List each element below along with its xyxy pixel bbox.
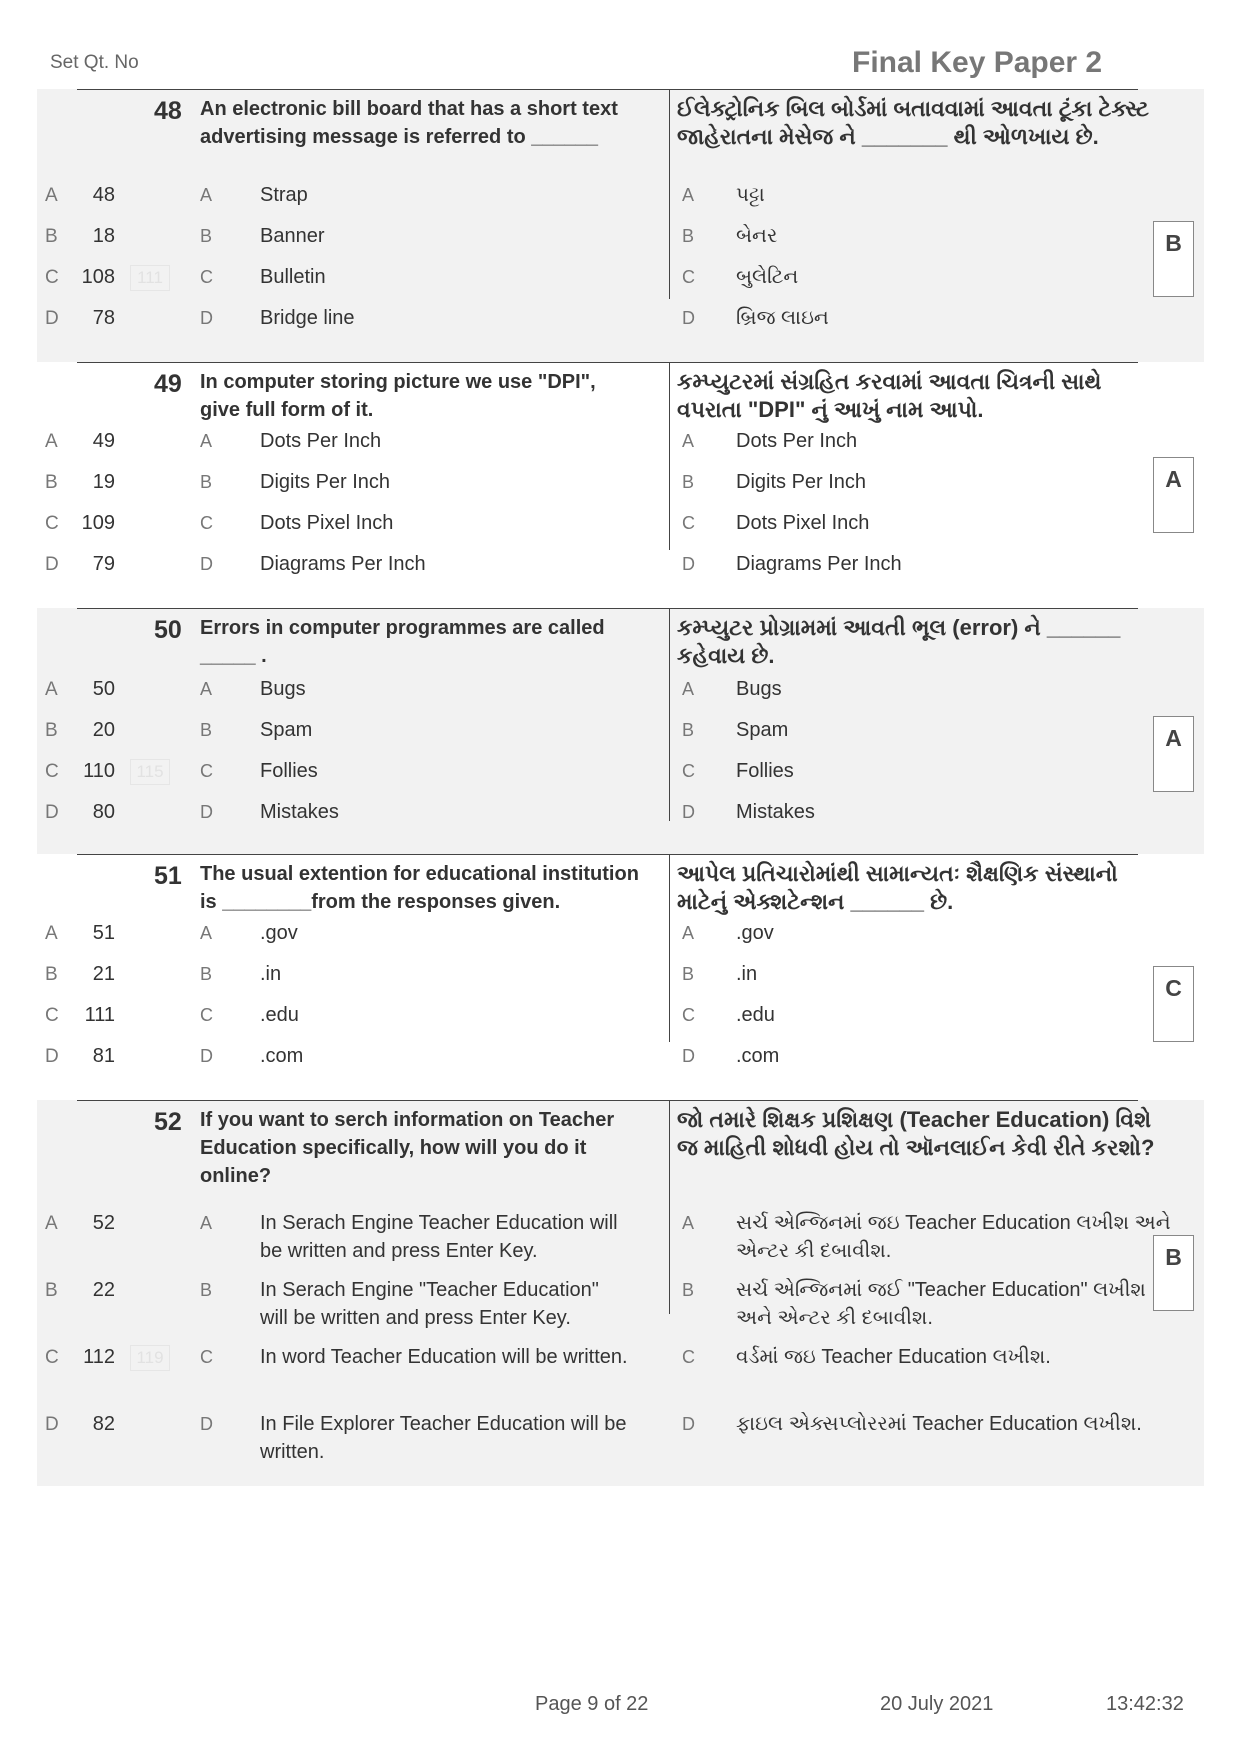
option-letter-en: B bbox=[200, 226, 213, 246]
option-text-gu: Dots Per Inch bbox=[736, 430, 858, 452]
set-letter: C bbox=[45, 1347, 59, 1368]
column-divider bbox=[669, 1100, 670, 1314]
option-letter-en: C bbox=[200, 1005, 213, 1025]
set-letter: A bbox=[45, 185, 58, 206]
option-letter-gu: A bbox=[682, 679, 695, 699]
option-text-en: Banner bbox=[260, 225, 325, 247]
faint-number-box: 119 bbox=[130, 1345, 170, 1371]
question-divider bbox=[77, 89, 1138, 90]
option-text-gu: .gov bbox=[736, 922, 774, 944]
option-text-gu: બ્રિજ લાઇન bbox=[736, 307, 829, 329]
option-text-en: .gov bbox=[260, 922, 298, 944]
option-text-gu: .com bbox=[736, 1045, 780, 1067]
option-letter-gu: C bbox=[682, 761, 695, 781]
set-question-number: 79 bbox=[92, 553, 115, 575]
option-letter-en: C bbox=[200, 1347, 213, 1367]
question-divider bbox=[77, 362, 1138, 363]
question-number: 48 bbox=[154, 97, 182, 125]
question-divider bbox=[77, 854, 1138, 855]
set-question-number: 109 bbox=[81, 512, 115, 534]
set-letter: A bbox=[45, 1213, 58, 1234]
option-text-gu: બેનર bbox=[736, 225, 778, 247]
set-question-number: 20 bbox=[92, 719, 115, 741]
set-letter: B bbox=[45, 720, 58, 741]
set-question-number: 82 bbox=[92, 1413, 115, 1435]
option-text-en: Bridge line bbox=[260, 307, 355, 329]
page-title: Final Key Paper 2 bbox=[852, 46, 1103, 79]
option-letter-en: D bbox=[200, 1046, 213, 1066]
option-letter-gu: C bbox=[682, 1347, 695, 1367]
option-letter-en: D bbox=[200, 802, 213, 822]
question-text-gu: કમ્પ્યુટર પ્રોગ્રામમાં આવતી ભૂલ (error) ને ______ કહેવાય છે. bbox=[677, 615, 1121, 668]
set-letter: B bbox=[45, 1280, 58, 1301]
page-number: Page 9 of 22 bbox=[535, 1693, 649, 1715]
option-text-en: In word Teacher Education will be written. bbox=[260, 1346, 628, 1368]
option-letter-gu: A bbox=[682, 431, 695, 451]
option-letter-gu: B bbox=[682, 472, 695, 492]
option-text-gu: વર્ડમાં જઇ Teacher Education લખીશ. bbox=[736, 1346, 1051, 1368]
set-letter: C bbox=[45, 761, 59, 782]
option-letter-gu: B bbox=[682, 964, 695, 984]
question-text-gu: કમ્પ્યુટરમાં સંગ્રહિત કરવામાં આવતા ચિત્રની સાથે વપરાતા "DPI" નું આખું નામ આપો. bbox=[677, 369, 1102, 422]
set-question-number: 48 bbox=[92, 184, 115, 206]
option-text-gu: સર્ચ એન્જિનમાં જઇ Teacher Education લખીશ અને એન્ટર કી દબાવીશ. bbox=[736, 1212, 1171, 1262]
column-divider bbox=[669, 362, 670, 550]
option-text-en: In File Explorer Teacher Education will be written. bbox=[260, 1413, 627, 1463]
question-block bbox=[37, 362, 1204, 608]
question-text-gu: ઈલેક્ટ્રોનિક બિલ બોર્ડમાં બતાવવામાં આવતા ટૂંકા ટેક્સ્ટ જાહેરાતના મેસેજ ને _______ થી ઓળખાય છે. bbox=[677, 96, 1149, 149]
option-text-en: .in bbox=[260, 963, 282, 985]
option-letter-gu: A bbox=[682, 923, 695, 943]
question-number: 50 bbox=[154, 616, 182, 644]
question-text-gu: આપેલ પ્રતિચારોમાંથી સામાન્યતઃ શૈક્ષણિક સંસ્થાનો માટેનું એક્શટેન્શન ______ છે. bbox=[677, 861, 1118, 914]
set-letter: B bbox=[45, 226, 58, 247]
option-letter-en: A bbox=[200, 431, 213, 451]
set-letter: C bbox=[45, 513, 59, 534]
question-text-en: If you want to serch information on Teacher Education specifically, how will you do it online? bbox=[200, 1109, 615, 1187]
set-letter: D bbox=[45, 1414, 59, 1435]
option-letter-gu: C bbox=[682, 267, 695, 287]
question-number: 52 bbox=[154, 1108, 182, 1136]
set-question-number: 80 bbox=[92, 801, 115, 823]
set-question-number: 112 bbox=[83, 1346, 115, 1368]
option-letter-gu: D bbox=[682, 1046, 695, 1066]
option-letter-en: A bbox=[200, 1213, 213, 1233]
option-text-en: .com bbox=[260, 1045, 304, 1067]
option-text-en: Spam bbox=[260, 719, 313, 741]
column-divider bbox=[669, 854, 670, 1042]
answer-key-box: B bbox=[1153, 221, 1194, 297]
set-letter: C bbox=[45, 267, 59, 288]
answer-key-box: C bbox=[1153, 966, 1194, 1042]
option-text-gu: સર્ચ એન્જિનમાં જઈ "Teacher Education" લખીશ અને એન્ટર કી દબાવીશ. bbox=[736, 1279, 1146, 1329]
option-letter-en: B bbox=[200, 1280, 213, 1300]
faint-number-box: 115 bbox=[130, 759, 170, 785]
option-letter-gu: A bbox=[682, 1213, 695, 1233]
option-text-en: Diagrams Per Inch bbox=[260, 553, 426, 575]
set-letter: D bbox=[45, 554, 59, 575]
option-text-gu: Mistakes bbox=[736, 801, 815, 823]
option-text-gu: Follies bbox=[736, 760, 794, 782]
set-letter: D bbox=[45, 802, 59, 823]
option-text-en: Dots Pixel Inch bbox=[260, 512, 394, 534]
question-block bbox=[37, 89, 1204, 362]
option-letter-gu: B bbox=[682, 226, 695, 246]
set-letter: D bbox=[45, 1046, 59, 1067]
option-letter-en: C bbox=[200, 513, 213, 533]
question-block bbox=[37, 854, 1204, 1100]
header-set-label: Set Qt. No bbox=[50, 52, 139, 73]
option-text-gu: Dots Pixel Inch bbox=[736, 512, 870, 534]
faint-number-box: 111 bbox=[130, 265, 170, 291]
option-text-en: In Serach Engine Teacher Education will be written and press Enter Key. bbox=[260, 1212, 618, 1262]
option-letter-en: B bbox=[200, 964, 213, 984]
set-question-number: 22 bbox=[92, 1279, 115, 1301]
question-number: 51 bbox=[154, 862, 182, 890]
option-letter-gu: A bbox=[682, 185, 695, 205]
set-question-number: 78 bbox=[92, 307, 115, 329]
option-letter-gu: D bbox=[682, 554, 695, 574]
option-letter-gu: B bbox=[682, 720, 695, 740]
option-letter-gu: D bbox=[682, 802, 695, 822]
option-letter-en: A bbox=[200, 923, 213, 943]
option-letter-en: D bbox=[200, 308, 213, 328]
question-divider bbox=[77, 608, 1138, 609]
set-question-number: 50 bbox=[92, 678, 115, 700]
footer-date: 20 July 2021 bbox=[880, 1693, 994, 1715]
footer-time: 13:42:32 bbox=[1106, 1693, 1184, 1715]
option-text-en: Mistakes bbox=[260, 801, 339, 823]
option-text-gu: .in bbox=[736, 963, 758, 985]
option-letter-en: C bbox=[200, 761, 213, 781]
option-letter-en: B bbox=[200, 472, 213, 492]
option-text-en: Dots Per Inch bbox=[260, 430, 382, 452]
set-question-number: 110 bbox=[83, 760, 115, 782]
answer-key-box: A bbox=[1153, 716, 1194, 792]
set-letter: B bbox=[45, 964, 58, 985]
option-text-gu: Diagrams Per Inch bbox=[736, 553, 902, 575]
option-letter-en: A bbox=[200, 185, 213, 205]
option-text-gu: Bugs bbox=[736, 678, 782, 700]
option-text-gu: પટ્ટા bbox=[736, 184, 765, 206]
option-letter-en: D bbox=[200, 1414, 213, 1434]
question-divider bbox=[77, 1100, 1138, 1101]
set-question-number: 18 bbox=[92, 225, 115, 247]
question-text-gu: જો તમારે શિક્ષક પ્રશિક્ષણ (Teacher Education) વિશે જ માહિતી શોધવી હોય તો ઑનલાઈન કેવી રીતે કરશો? bbox=[677, 1107, 1155, 1160]
column-divider bbox=[669, 89, 670, 299]
option-letter-gu: D bbox=[682, 308, 695, 328]
option-letter-en: A bbox=[200, 679, 213, 699]
option-text-en: Digits Per Inch bbox=[260, 471, 391, 493]
option-text-en: Bulletin bbox=[260, 266, 326, 288]
option-letter-gu: D bbox=[682, 1414, 695, 1434]
option-text-en: .edu bbox=[260, 1004, 299, 1026]
option-text-gu: ફાઇલ એક્સપ્લોરરમાં Teacher Education લખીશ. bbox=[736, 1413, 1142, 1435]
set-question-number: 49 bbox=[92, 430, 115, 452]
question-block bbox=[37, 1100, 1204, 1486]
option-text-gu: બુલેટિન bbox=[736, 266, 799, 288]
option-letter-gu: B bbox=[682, 1280, 695, 1300]
option-letter-en: C bbox=[200, 267, 213, 287]
set-letter: A bbox=[45, 923, 58, 944]
set-question-number: 52 bbox=[92, 1212, 115, 1234]
option-letter-gu: C bbox=[682, 513, 695, 533]
question-text-en: An electronic bill board that has a short text advertising message is referred to ______ bbox=[200, 98, 618, 148]
set-question-number: 81 bbox=[92, 1045, 115, 1067]
set-letter: C bbox=[45, 1005, 59, 1026]
column-divider bbox=[669, 608, 670, 821]
answer-key-box: B bbox=[1153, 1235, 1194, 1311]
set-letter: A bbox=[45, 679, 58, 700]
question-block bbox=[37, 608, 1204, 854]
set-question-number: 51 bbox=[92, 922, 115, 944]
question-text-en: Errors in computer programmes are called _____ . bbox=[200, 617, 605, 667]
option-text-en: In Serach Engine "Teacher Education" will be written and press Enter Key. bbox=[260, 1279, 599, 1329]
set-letter: A bbox=[45, 431, 58, 452]
option-letter-en: D bbox=[200, 554, 213, 574]
question-text-en: In computer storing picture we use "DPI", give full form of it. bbox=[200, 371, 596, 421]
set-question-number: 19 bbox=[92, 471, 115, 493]
option-text-gu: .edu bbox=[736, 1004, 775, 1026]
option-text-gu: Spam bbox=[736, 719, 789, 741]
answer-key-box: A bbox=[1153, 457, 1194, 533]
set-question-number: 21 bbox=[92, 963, 115, 985]
option-text-en: Strap bbox=[260, 184, 308, 206]
set-question-number: 111 bbox=[84, 1004, 115, 1026]
question-text-en: The usual extention for educational institution is ________from the responses given. bbox=[200, 863, 639, 913]
option-text-en: Bugs bbox=[260, 678, 306, 700]
option-text-gu: Digits Per Inch bbox=[736, 471, 867, 493]
option-letter-gu: C bbox=[682, 1005, 695, 1025]
option-text-en: Follies bbox=[260, 760, 318, 782]
option-letter-en: B bbox=[200, 720, 213, 740]
question-number: 49 bbox=[154, 370, 182, 398]
set-letter: B bbox=[45, 472, 58, 493]
set-question-number: 108 bbox=[81, 266, 115, 288]
set-letter: D bbox=[45, 308, 59, 329]
